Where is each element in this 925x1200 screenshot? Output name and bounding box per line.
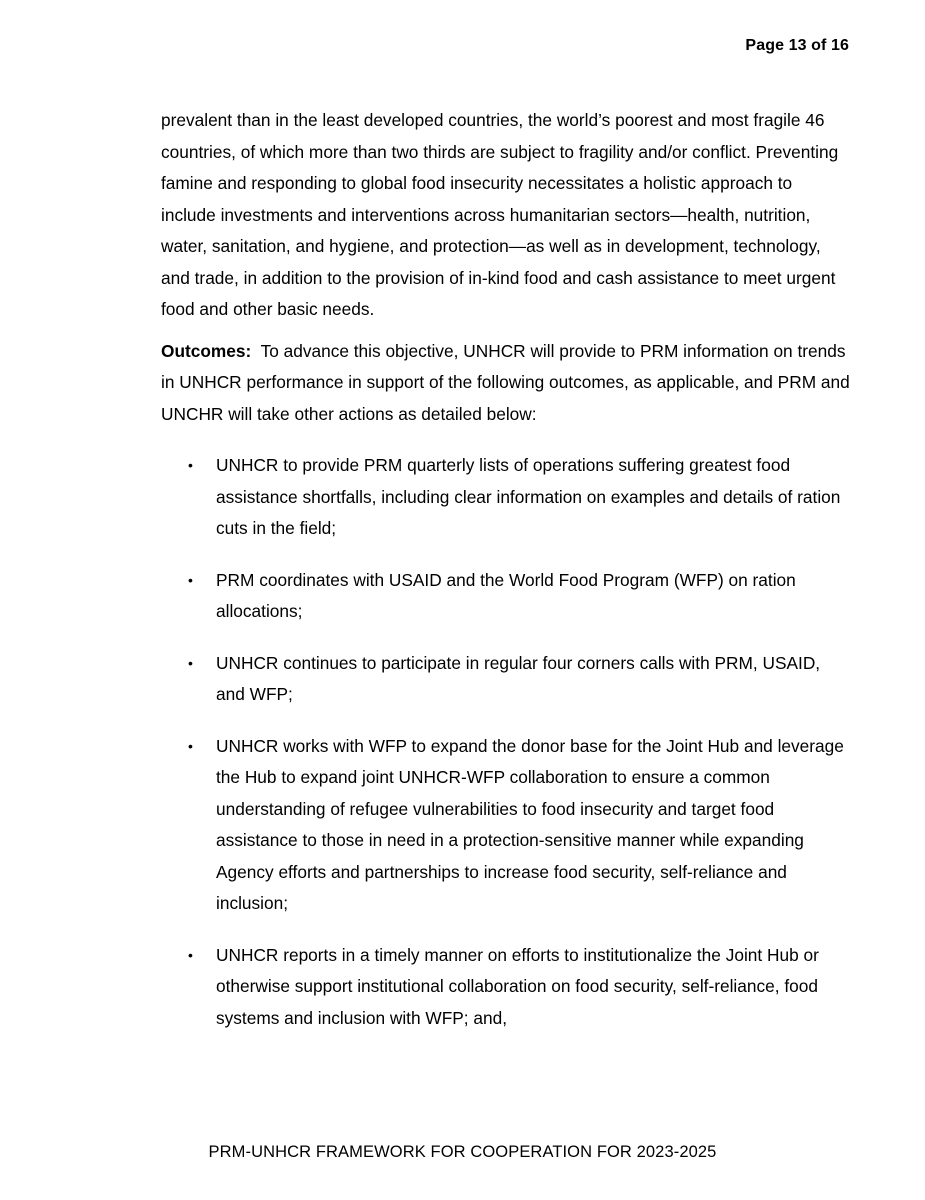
bullet-icon: • <box>188 654 193 671</box>
bullet-icon: • <box>188 946 193 963</box>
list-item-text: UNHCR works with WFP to expand the donor base for the Joint Hub and leverage the Hub to expand joint UNHCR-WFP collaboration to ensure a common understanding of refugee vulnerabilities to food insecurity and target food assistance to those in need in a protection-sensitive manner while expanding Agency efforts and partnerships to increase food security, self-reliance and inclusion; <box>216 735 844 913</box>
page-number: Page 13 of 16 <box>745 37 849 54</box>
list-item <box>161 731 851 920</box>
document-body <box>161 105 851 1054</box>
bullet-icon: • <box>188 571 193 588</box>
list-item <box>161 648 851 711</box>
outcomes-text: To advance this objective, UNHCR will provide to PRM information on trends in UNHCR performance in support of the following outcomes, as applicable, and PRM and UNCHR will take other actions as detailed below: <box>161 340 850 424</box>
list-item-text: UNHCR to provide PRM quarterly lists of operations suffering greatest food assistance shortfalls, including clear information on examples and details of ration cuts in the field; <box>216 455 841 538</box>
outcomes-label: Outcomes: <box>161 340 252 361</box>
list-item-text: PRM coordinates with USAID and the World Food Program (WFP) on ration allocations; <box>216 569 796 621</box>
outcomes-list <box>161 450 851 1034</box>
list-item <box>161 940 851 1035</box>
intro-paragraph: prevalent than in the least developed countries, the world’s poorest and most fragile 46 countries, of which more than two thirds are subject to fragility and/or conflict. Preventing famine and responding to global food insecurity necessitates a holistic approach to include investments and interventions across humanitarian sectors—health, nutrition, water, sanitation, and hygiene, and protection—as well as in development, technology, and trade, in addition to the provision of in-kind food and cash assistance to meet urgent food and other basic needs. <box>161 110 839 319</box>
bullet-icon: • <box>188 737 193 754</box>
list-item <box>161 565 851 628</box>
list-item-text: UNHCR reports in a timely manner on efforts to institutionalize the Joint Hub or otherwise support institutional collaboration on food security, self-reliance, food systems and inclusion with WFP; and, <box>216 944 819 1028</box>
document-footer: PRM-UNHCR FRAMEWORK FOR COOPERATION FOR 2023-2025 <box>208 1143 717 1161</box>
bullet-icon: • <box>188 457 193 473</box>
list-item-text: UNHCR continues to participate in regular four corners calls with PRM, USAID, and WFP; <box>216 652 821 704</box>
outcomes-paragraph <box>161 336 851 431</box>
list-item <box>161 450 851 545</box>
